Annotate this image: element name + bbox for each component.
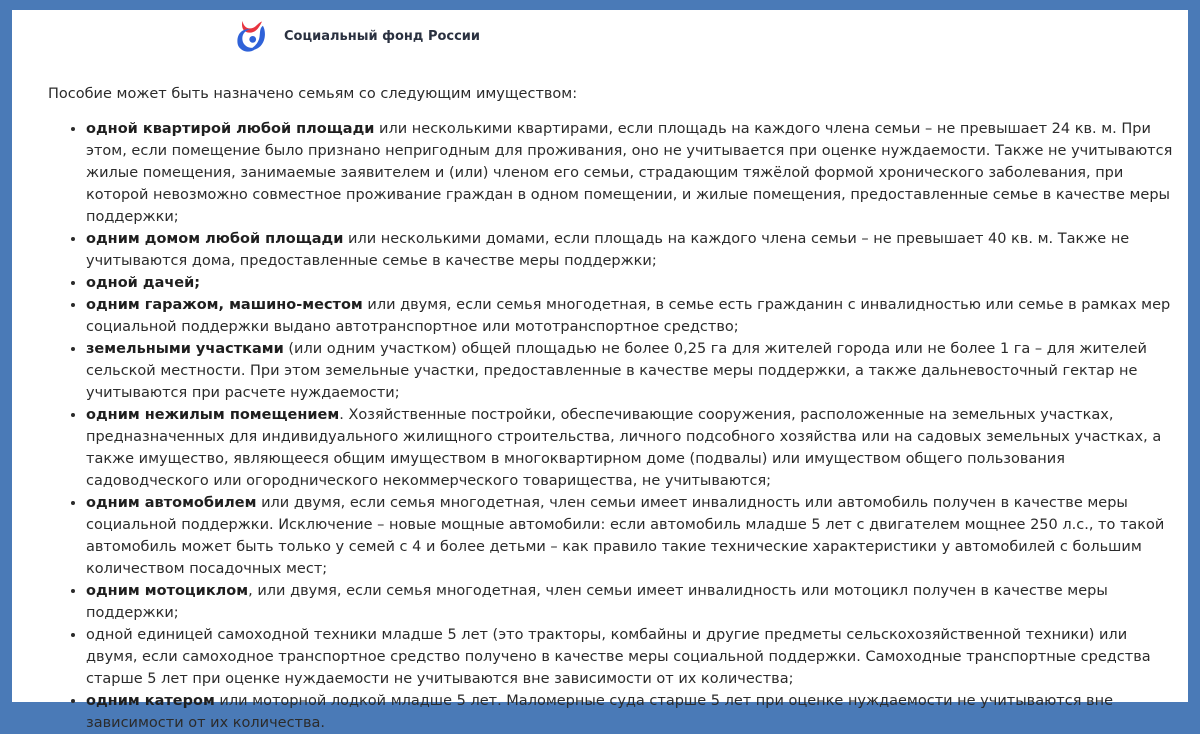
org-name: Социальный фонд России [284,28,481,44]
list-item-bold: одним домом любой площади [86,231,344,247]
intro-text: Пособие может быть назначено семьям со следующим имуществом: [48,86,578,102]
list-item-text: или несколькими домами, если площадь на каждого члена семьи – не превышает 40 кв. м. Также не учитываются дома, предоставленные семье в качестве меры поддержки; [86,231,1130,269]
list-item-bold: одним гаражом, машино-местом [86,297,363,313]
list-item [86,690,1180,734]
list-item [86,294,1180,338]
list-item-text: или двумя, если семья многодетная, член семьи имеет инвалидность или автомобиль получен в качестве меры социальной поддержки. Исключение – новые мощные автомобили: если автомобиль младше 5 лет с двигателем мощнее 250 л.с., то такой автомобиль может быть только у семей с 4 и более детьми – как правило такие технические характеристики у автомобилей с большим количеством посадочных мест; [86,495,1165,577]
list-item [86,624,1180,690]
list-item [86,228,1180,272]
list-item [86,338,1180,404]
document-frame [12,10,1188,731]
list-item-bold: земельными участками [86,341,284,357]
list-item [86,404,1180,492]
list-item-text: или несколькими квартирами, если площадь на каждого члена семьи – не превышает 24 кв. м. При этом, если помещение было признано непригодным для проживания, оно не учитывается при оценке нуждаемости. Также не учитываются жилые помещения, занимаемые заявителем и (или) членом его семьи, страдающим тяжёлой формой хронического заболевания, при которой невозможно совместное проживание граждан в одном помещении, и жилые помещения, предоставленные семье в качестве меры поддержки; [86,121,1173,225]
social-fund-logo-icon [234,19,268,53]
list-item-text: или двумя, если семья многодетная, в семье есть гражданин с инвалидностью или семье в рамках мер социальной поддержки выдано автотранспортное или мототранспортное средство; [86,297,1171,335]
list-item-bold: одной дачей; [86,275,201,291]
list-item-text: одной единицей самоходной техники младше 5 лет (это тракторы, комбайны и другие предметы сельскохозяйственной техники) или двумя, если самоходное транспортное средство получено в качестве меры социальной поддержки. Самоходные транспортные средства старше 5 лет при оценке нуждаемости не учитываются вне зависимости от их количества; [86,627,1151,687]
list-item-bold: одной квартирой любой площади [86,121,375,137]
list-item-text: или моторной лодкой младше 5 лет. Маломерные суда старше 5 лет при оценке нуждаемости не учитываются вне зависимости от их количества. [86,693,1113,731]
list-item [86,118,1180,228]
property-list [68,118,1180,734]
list-item-bold: одним катером [86,693,215,709]
list-item-bold: одним нежилым помещением [86,407,340,423]
list-item [86,492,1180,580]
list-item-text: , или двумя, если семья многодетная, член семьи имеет инвалидность или мотоцикл получен в качестве меры поддержки; [86,583,1108,621]
list-item-bold: одним автомобилем [86,495,257,511]
list-item [86,580,1180,624]
header [234,18,480,54]
list-item-bold: одним мотоциклом [86,583,249,599]
list-item-text: (или одним участком) общей площадью не более 0,25 га для жителей города или не более 1 га – для жителей сельской местности. При этом земельные участки, предоставленные в качестве меры поддержки, а также дальневосточный гектар не учитываются при расчете нуждаемости; [86,341,1147,401]
list-item [86,272,1180,294]
list-item-text: . Хозяйственные постройки, обеспечивающие сооружения, расположенные на земельных участках, предназначенных для индивидуального жилищного строительства, личного подсобного хозяйства или на садовых земельных участках, а также имущество, являющееся общим имуществом в многоквартирном доме (подвалы) или имуществом общего пользования садоводческого или огороднического некоммерческого товарищества, не учитываются; [86,407,1162,489]
